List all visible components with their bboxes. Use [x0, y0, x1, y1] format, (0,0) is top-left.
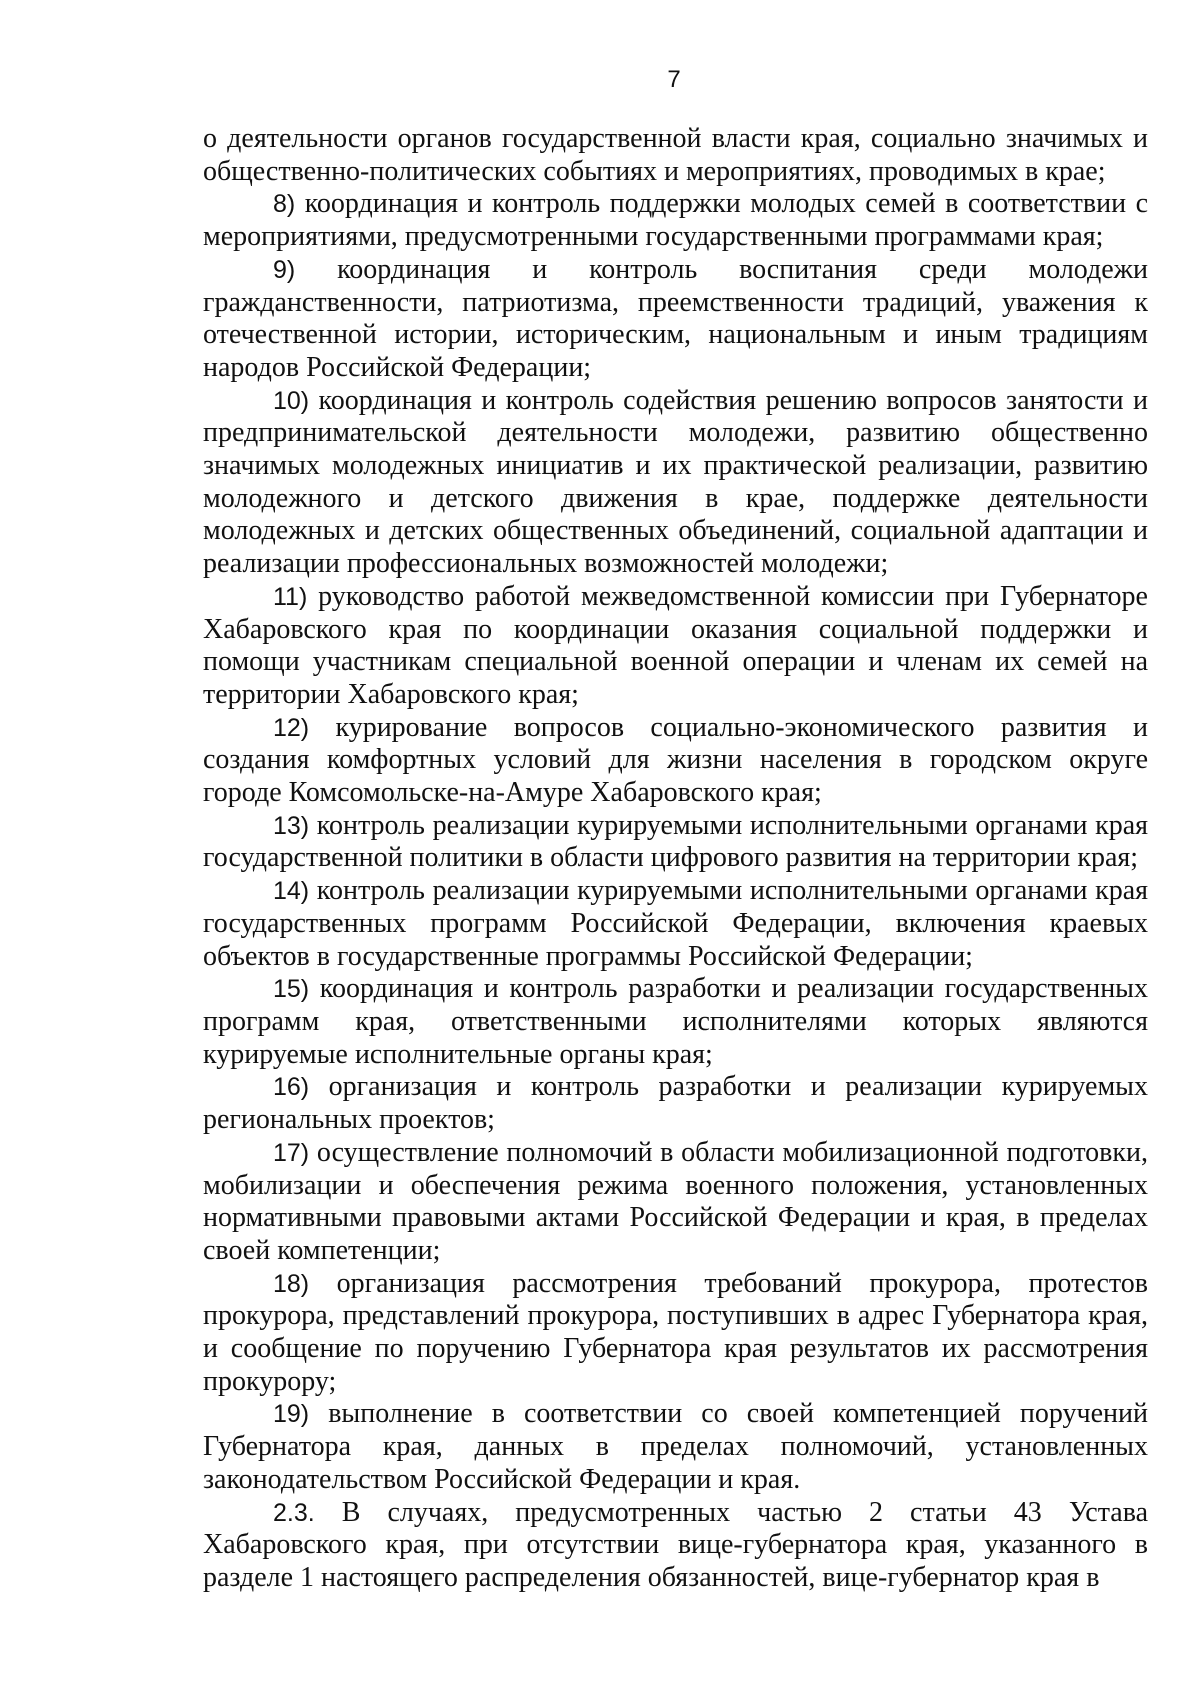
paragraph-text: выполнение в соответствии со своей компетенцией поручений Губернатора края, данных в пределах полномочий, установленных законодательством Российской Федерации и края. [203, 1398, 1148, 1495]
item-number: 16) [273, 1073, 310, 1102]
paragraph-text: организация рассмотрения требований прокурора, протестов прокурора, представлений прокурора, поступивших в адрес Губернатора края, и сообщение по поручению Губернатора края результатов их рассмотрения прокурору; [203, 1267, 1148, 1397]
paragraph-text: о деятельности органов государственной власти края, социально значимых и общественно-политических событиях и мероприятиях, проводимых в крае; [203, 123, 1148, 187]
paragraph-item-17 [203, 1137, 1148, 1268]
paragraph-text: организация и контроль разработки и реализации курируемых региональных проектов; [203, 1071, 1148, 1136]
paragraph-text: руководство работой межведомственной комиссии при Губернаторе Хабаровского края по координации оказания социальной поддержки и помощи участникам специальной военной операции и членам их семей на территории Хабаровского края; [203, 580, 1148, 710]
item-number: 17) [273, 1138, 310, 1167]
paragraph-text: координация и контроль содействия решению вопросов занятости и предпринимательской деятельности молодежи, развитию общественно значимых молодежных инициатив и их практической реализации, развитию молодежного и детского движения в крае, поддержке деятельности молодежных и детских общественных объединений, социальной адаптации и реализации профессиональных возможностей молодежи; [203, 384, 1148, 580]
paragraph-text: курирование вопросов социально-экономического развития и создания комфортных условий для жизни населения в городском округе городе Комсомольске-на-Амуре Хабаровского края; [203, 711, 1148, 809]
item-number: 13) [273, 811, 310, 840]
paragraph-text: контроль реализации курируемыми исполнительными органами края государственной политики в области цифрового развития на территории края; [203, 809, 1148, 874]
document-body [203, 123, 1148, 1595]
paragraph-text: В случаях, предусмотренных частью 2 статьи 43 Устава Хабаровского края, при отсутствии вице-губернатора края, указанного в разделе 1 настоящего распределения обязанностей, вице-губернатор края в [203, 1496, 1148, 1593]
paragraph-section-2-3 [203, 1497, 1148, 1595]
item-number: 12) [273, 713, 310, 742]
paragraph-item-18 [203, 1268, 1148, 1399]
item-number: 10) [273, 386, 310, 415]
paragraph-item-8 [203, 188, 1148, 253]
paragraph-item-9 [203, 254, 1148, 385]
paragraph-item-19 [203, 1398, 1148, 1496]
page-number: 7 [667, 66, 681, 93]
paragraph-continuation [203, 123, 1148, 188]
item-number: 14) [273, 877, 310, 906]
item-number: 19) [273, 1400, 310, 1429]
paragraph-text: контроль реализации курируемыми исполнительными органами края государственных программ Российской Федерации, включения краевых объектов в государственные программы Российской Федерации; [203, 875, 1148, 972]
item-number: 18) [273, 1269, 310, 1298]
section-number: 2.3. [273, 1498, 315, 1527]
item-number: 15) [273, 975, 310, 1004]
paragraph-text: осуществление полномочий в области мобилизационной подготовки, мобилизации и обеспечения режима военного положения, установленных нормативными правовыми актами Российской Федерации и края, в пределах своей компетенции; [203, 1136, 1148, 1266]
paragraph-item-16 [203, 1071, 1148, 1136]
paragraph-item-10 [203, 385, 1148, 581]
item-number: 8) [273, 190, 296, 219]
paragraph-item-11 [203, 581, 1148, 712]
paragraph-item-15 [203, 973, 1148, 1071]
paragraph-text: координация и контроль воспитания среди молодежи гражданственности, патриотизма, преемственности традиций, уважения к отечественной истории, историческим, национальным и иным традициям народов Российской Федерации; [203, 253, 1148, 383]
paragraph-item-14 [203, 875, 1148, 973]
paragraph-text: координация и контроль поддержки молодых семей в соответствии с мероприятиями, предусмотренными государственными программами края; [203, 188, 1148, 253]
item-number: 9) [273, 255, 296, 284]
item-number: 11) [273, 582, 308, 611]
paragraph-text: координация и контроль разработки и реализации государственных программ края, ответственными исполнителями которых являются курируемые исполнительные органы края; [203, 973, 1148, 1070]
paragraph-item-12 [203, 712, 1148, 810]
paragraph-item-13 [203, 810, 1148, 875]
